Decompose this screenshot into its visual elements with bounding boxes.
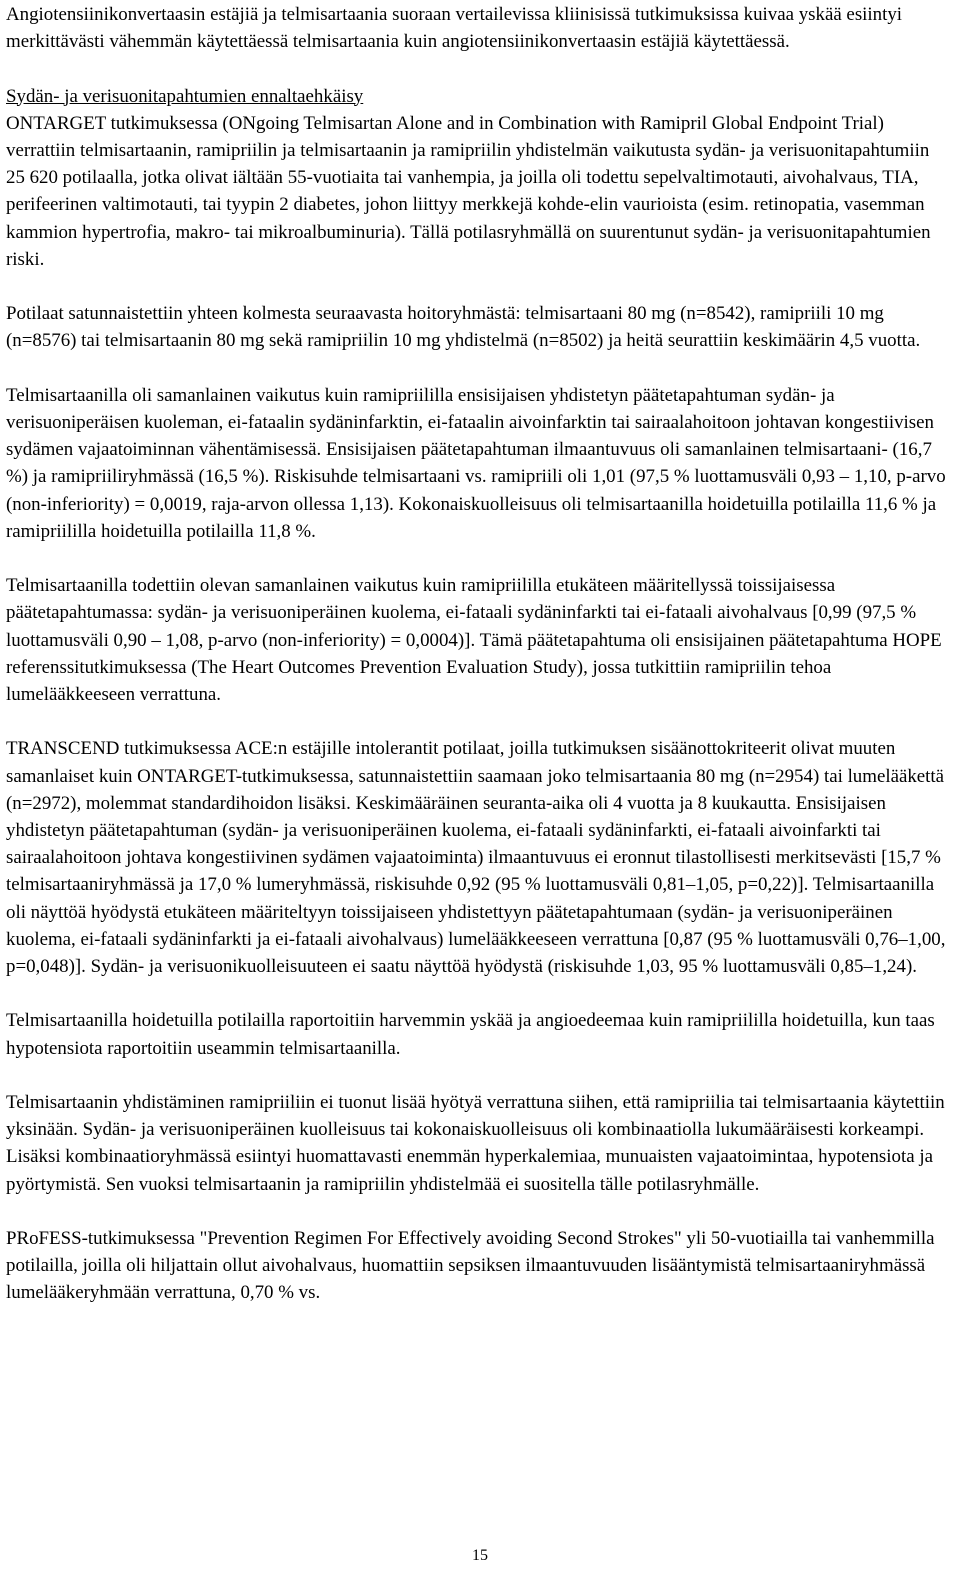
ontarget-paragraph: ONTARGET tutkimuksessa (ONgoing Telmisartan Alone and in Combination with Ramipril Global Endpoint Trial) verrattiin telmisartaanin, ramipriilin ja telmisartaanin ja ramipriilin yhdistelmän vaikutusta sydän- ja verisuonitapahtumiin 25 620 potilaalla, jotka olivat iältään 55-vuotiaita tai vanhempia, ja joilla oli todettu sepelvaltimotauti, aivohalvaus, TIA, perifeerinen valtimotauti, tai tyypin 2 diabetes, johon liittyy merkkejä kohde-elin vaurioista (esim. retinopatia, vasemman kammion hypertrofia, makro- tai mikroalbuminuria). Tällä potilasryhmällä on suurentunut sydän- ja verisuonitapahtumien riski. bbox=[6, 112, 931, 270]
adverse-events-paragraph: Telmisartaanilla hoidetuilla potilailla raportoitiin harvemmin yskää ja angioedeemaa kuin ramipriililla hoidetuilla, kun taas hypotensiota raportoitiin useammin telmisartaanilla. bbox=[6, 1010, 935, 1059]
primary-endpoint-paragraph: Telmisartaanilla oli samanlainen vaikutus kuin ramipriililla ensisijaisen yhdistetyn päätetapahtuman sydän- ja verisuoniperäisen kuoleman, ei-fataalin sydäninfarktin, ei-fataalin aivoinfarktin tai sairaalahoitoon johtavan kongestiivisen sydämen vajaatoiminnan vähentämisessä. Ensisijaisen päätetapahtuman ilmaantuvuus oli samanlainen telmisartaani- (16,7 %) ja ramipriiliryhmässä (16,5 %). Riskisuhde telmisartaani vs. ramipriili oli 1,01 (97,5 % luottamusväli 0,93 – 1,10, p-arvo (non-inferiority) = 0,0019, raja-arvon ollessa 1,13). Kokonaiskuolleisuus oli telmisartaanilla hoidetuilla potilailla 11,6 % ja ramipriililla hoidetuilla potilailla 11,8 %. bbox=[6, 384, 946, 542]
profess-paragraph: PRoFESS-tutkimuksessa "Prevention Regimen For Effectively avoiding Second Strokes" yli 50-vuotiailla tai vanhemmilla potilailla, joilla oli hiljattain ollut aivohalvaus, huomattiin sepsiksen ilmaantuvuuden lisääntymistä telmisartaaniryhmässä lumelääkeryhmään verrattuna, 0,70 % vs. bbox=[6, 1228, 935, 1304]
section-heading-paragraph bbox=[6, 83, 952, 110]
page-number: 15 bbox=[472, 1547, 488, 1564]
section-heading: Sydän- ja verisuonitapahtumien ennaltaehkäisy bbox=[6, 85, 364, 107]
intro-paragraph: Angiotensiinikonvertaasin estäjiä ja telmisartaania suoraan vertailevissa kliinisissä tutkimuksissa kuivaa yskää esiintyi merkittävästi vähemmän käytettäessä telmisartaania kuin angiotensiinikonvertaasin estäjiä käytettäessä. bbox=[6, 4, 903, 53]
randomization-paragraph: Potilaat satunnaistettiin yhteen kolmesta seuraavasta hoitoryhmästä: telmisartaani 80 mg (n=8542), ramipriili 10 mg (n=8576) tai telmisartaanin 80 mg sekä ramipriilin 10 mg yhdistelmä (n=8502) ja heitä seurattiin keskimäärin 4,5 vuotta. bbox=[6, 303, 921, 352]
transcend-paragraph: TRANSCEND tutkimuksessa ACE:n estäjille intolerantit potilaat, joilla tutkimuksen sisäänottokriteerit olivat muuten samanlaiset kuin ONTARGET-tutkimuksessa, satunnaistettiin saamaan joko telmisartaania 80 mg (n=2954) tai lumelääkettä (n=2972), molemmat standardihoidon lisäksi. Keskimääräinen seuranta-aika oli 4 vuotta ja 8 kuukautta. Ensisijaisen yhdistetyn päätetapahtuman (sydän- ja verisuoniperäinen kuolema, ei-fataali sydäninfarkti, ei-fataali aivoinfarkti tai sairaalahoitoon johtava kongestiivinen sydämen vajaatoiminta) ilmaantuvuus ei eronnut tilastollisesti merkitsevästi [15,7 % telmisartaaniryhmässä ja 17,0 % lumeryhmässä, riskisuhde 0,92 (95 % luottamusväli 0,81–1,05, p=0,22)]. Telmisartaanilla oli näyttöä hyödystä etukäteen määriteltyyn toissijaiseen yhdistettyyn päätetapahtumaan (sydän- ja verisuoniperäinen kuolema, ei-fataali sydäninfarkti ja ei-fataali aivohalvaus) lumelääkkeeseen verrattuna [0,87 (95 % luottamusväli 0,76–1,00, p=0,048)]. Sydän- ja verisuonikuolleisuuteen ei saatu näyttöä hyödystä (riskisuhde 1,03, 95 % luottamusväli 0,85–1,24). bbox=[6, 738, 946, 978]
document-page bbox=[6, 1, 952, 1307]
secondary-endpoint-paragraph: Telmisartaanilla todettiin olevan samanlainen vaikutus kuin ramipriililla etukäteen määritellyssä toissijaisessa päätetapahtumassa: sydän- ja verisuoniperäinen kuolema, ei-fataali sydäninfarkti tai ei-fataali aivohalvaus [0,99 (97,5 % luottamusväli 0,90 – 1,08, p-arvo (non-inferiority) = 0,0004)]. Tämä päätetapahtuma oli ensisijainen päätetapahtuma HOPE referenssitutkimuksessa (The Heart Outcomes Prevention Evaluation Study), jossa tutkittiin ramipriilin tehoa lumelääkkeeseen verrattuna. bbox=[6, 575, 942, 706]
combination-paragraph: Telmisartaanin yhdistäminen ramipriiliin ei tuonut lisää hyötyä verrattuna siihen, että ramipriilia tai telmisartaania käytettiin yksinään. Sydän- ja verisuoniperäinen kuolleisuus tai kokonaiskuolleisuus oli kombinaatiolla lukumääräisesti korkeampi. Lisäksi kombinaatioryhmässä esiintyi huomattavasti enemmän hyperkalemiaa, munuaisten vajaatoimintaa, hypotensiota ja pyörtymistä. Sen vuoksi telmisartaanin ja ramipriilin yhdistelmää ei suositella tälle potilasryhmälle. bbox=[6, 1092, 945, 1195]
